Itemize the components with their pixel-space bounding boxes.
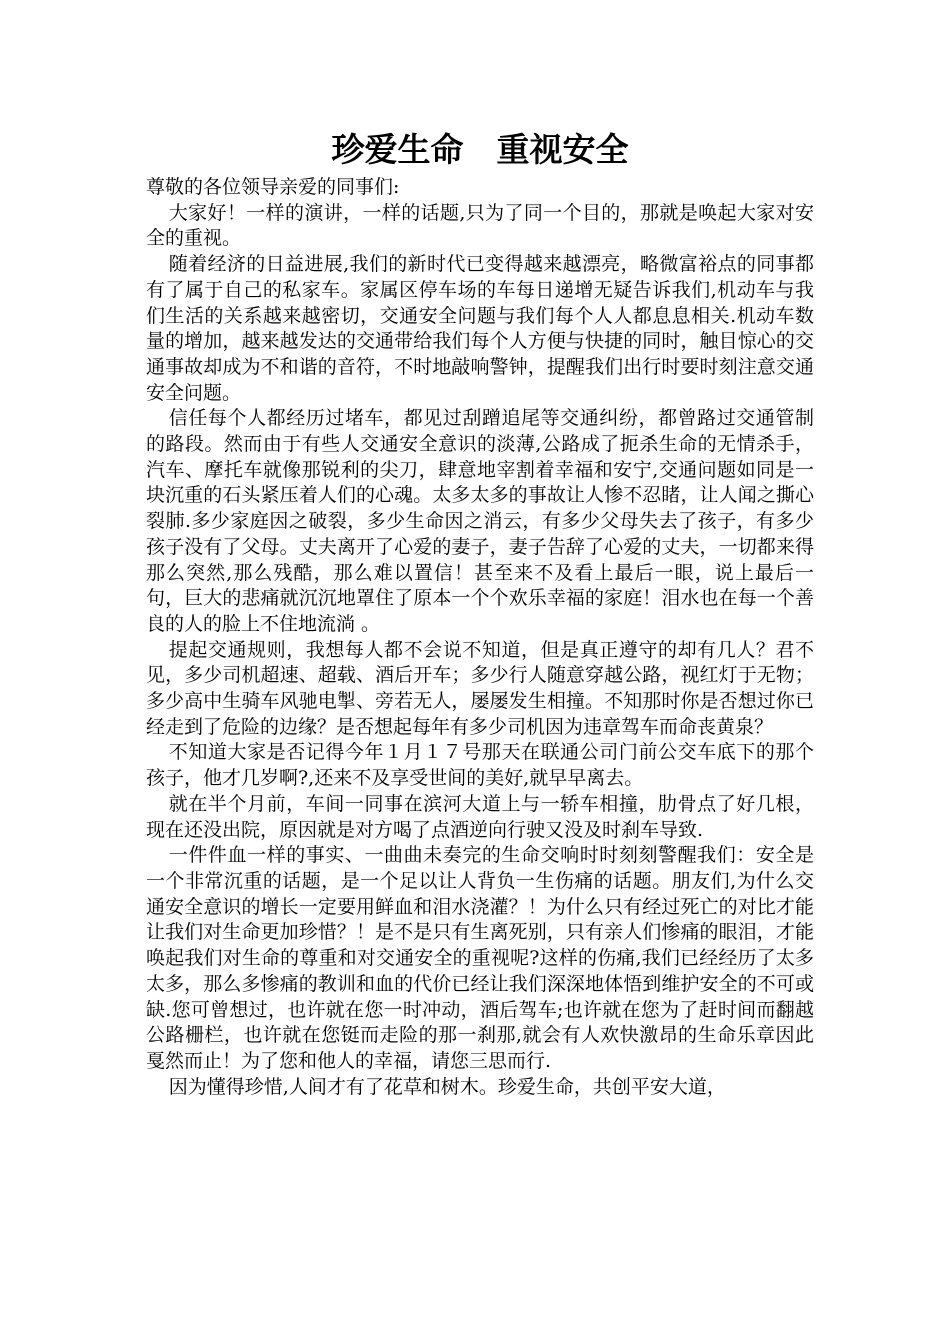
paragraph-7: 一件件血一样的事实、一曲曲未奏完的生命交响时时刻刻警醒我们：安全是一个非常沉重的话题，是一个足以让人背负一生伤痛的话题。朋友们,为什么交通安全意识的增长一定要用鲜血和泪水浇灌？！为什么只有经过死亡的对比才能让我们对生命更加珍惜？！是不是只有生离死别，只有亲人们惨痛的眼泪，才能唤起我们对生命的尊重和对交通安全的重视呢?这样的伤痛,我们已经经历了太多太多，那么多惨痛的教训和血的代价已经让我们深深地体悟到维护安全的不可或缺.您可曾想过，也许就在您一时冲动，酒后驾车;也许就在您为了赶时间而翻越公路栅栏，也许就在您铤而走险的那一刹那,就会有人欢快激昂的生命乐章因此戛然而止！为了您和他人的幸福，请您三思而行.: [146, 844, 814, 1072]
paragraph-8: 因为懂得珍惜,人间才有了花草和树木。珍爱生命，共创平安大道，: [168, 1075, 726, 1098]
paragraph-5: 不知道大家是否记得今年１月１７号那天在联通公司门前公交车底下的那个孩子，他才几岁啊?,还来不及享受世间的美好,就早早离去。: [146, 741, 814, 790]
paragraph-6: 就在半个月前，车间一同事在滨河大道上与一轿车相撞，肋骨点了好几根，现在还没出院，原因就是对方喝了点酒逆向行驶又没及时刹车导致.: [146, 792, 814, 841]
paragraph-1: 大家好！一样的演讲，一样的话题,只为了同一个目的，那就是唤起大家对安全的重视。: [146, 201, 814, 250]
document-title: 珍爱生命 重视安全: [331, 130, 629, 169]
paragraph-2: 随着经济的日益进展,我们的新时代已变得越来越漂亮，略微富裕点的同事都有了属于自己的私家车。家属区停车场的车每日递增无疑告诉我们,机动车与我们生活的关系越来越密切，交通安全问题与我们每个人人都息息相关.机动车数量的增加，越来越发达的交通带给我们每个人方便与快捷的同时，触目惊心的交通事故却成为不和谐的音符，不时地敲响警钟，提醒我们出行时要时刻注意交通安全问题。: [146, 253, 814, 404]
salutation: 尊敬的各位领导亲爱的同事们:: [146, 176, 400, 198]
document-page: [146, 125, 814, 1100]
paragraph-3: 信任每个人都经历过堵车，都见过刮蹭追尾等交通纠纷，都曾路过交通管制的路段。然而由于有些人交通安全意识的淡薄,公路成了扼杀生命的无情杀手，汽车、摩托车就像那锐利的尖刀，肆意地宰割着幸福和安宁,交通问题如同是一块沉重的石头紧压着人们的心魂。太多太多的事故让人惨不忍睹，让人闻之撕心裂肺.多少家庭因之破裂，多少生命因之消云，有多少父母失去了孩子，有多少孩子没有了父母。丈夫离开了心爱的妻子，妻子告辞了心爱的丈夫，一切都来得那么突然,那么残酷，那么难以置信！甚至来不及看上最后一眼，说上最后一句，巨大的悲痛就沉沉地罩住了原本一个个欢乐幸福的家庭！泪水也在每一个善良的人的脸上不住地流淌 。: [146, 407, 814, 635]
paragraph-4: 提起交通规则，我想每人都不会说不知道，但是真正遵守的却有几人？君不见，多少司机超速、超载、酒后开车；多少行人随意穿越公路，视红灯于无物；多少高中生骑车风驰电掣、旁若无人，屡屡发生相撞。不知那时你是否想过你已经走到了危险的边缘？是否想起每年有多少司机因为违章驾车而命丧黄泉？: [146, 638, 814, 738]
